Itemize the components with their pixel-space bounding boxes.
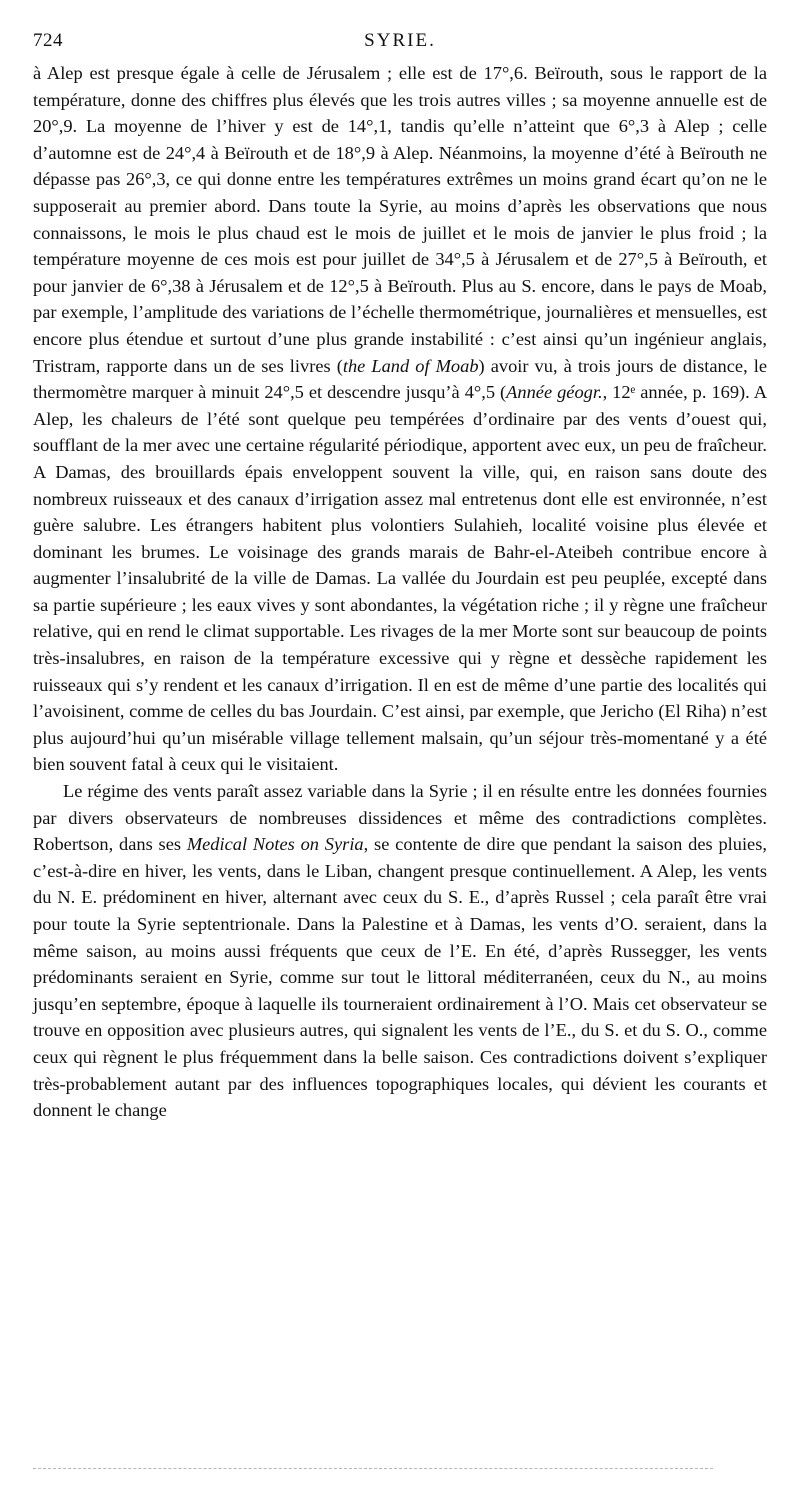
text-segment: à Alep est presque égale à celle de Jérusalem ; elle est de 17°,6. Beïrouth, sous le rapport de la température, donne des chiffres plus élevés que les trois autres villes ; sa moyenne annuelle est de 20°,9. La moyenne de l’hiver y est de 14°,1, tandis qu’elle n’atteint que 6°,3 à Alep ; celle d’automne est de 24°,4 à Beïrouth et de 18°,9 à Alep. Néanmoins, la moyenne d’été à Beïrouth ne dépasse pas 26°,3, ce qui donne entre les températures extrêmes un moins grand écart qu’on ne le supposerait au premier abord. Dans toute la Syrie, au moins d’après les observations que nous connaissons, le mois le plus chaud est le mois de juillet et le mois de janvier le plus froid ; la température moyenne de ces mois est pour juillet de 34°,5 à Jérusalem et de 27°,5 à Beïrouth, et pour janvier de 6°,38 à Jérusalem et de 12°,5 à Beïrouth. Plus au S. encore, dans le pays de Moab, par exemple, l’amplitude des variations de l’échelle thermométrique, journalières et mensuelles, est encore plus étendue et surtout d’une plus grande instabilité : c’est ainsi qu’un ingénieur anglais, Tristram, rapporte dans un de ses livres ( (33, 63, 767, 376)
book-title-medical-notes: Medical Notes on Syria (186, 834, 364, 855)
text-segment: ) avoir vu, à trois jours de distance, le thermomètre marquer à minuit 24°,5 et descendre jusqu’à 4°,5 ( (33, 355, 767, 403)
book-title-land-of-moab: the Land of Moab (342, 355, 479, 376)
text-segment: Le régime des vents paraît assez variable dans la Syrie ; il en résulte entre les données fournies par divers observateurs de nombreuses dissidences et même des contradictions complètes. Robertson, dans ses (33, 781, 767, 855)
text-segment: , se contente de dire que pendant la saison des pluies, c’est-à-dire en hiver, les vents, dans le Liban, changent presque continuellement. A Alep, les vents du N. E. prédominent en hiver, alternant avec ceux du S. E., d’après Russel ; cela paraît être vrai pour toute la Syrie septentrionale. Dans la Palestine et à Damas, les vents d’O. seraient, dans la même saison, au moins aussi fréquents que ceux de l’E. En été, d’après Russegger, les vents prédominants seraient en Syrie, comme sur tout le littoral méditerranéen, ceux du N., au moins jusqu’en septembre, époque à laquelle ils tourneraient ordinairement à l’O. Mais cet observateur se trouve en opposition avec plusieurs autres, qui signalent les vents de l’E., du S. et du S. O., comme ceux qui règnent le plus fréquemment dans la belle saison. Ces contradictions doivent s’expliquer très-probablement autant par des influences topographiques locales, qui dévient les courants et donnent le change (33, 834, 767, 1121)
running-title: SYRIE. (364, 30, 436, 51)
body-text (33, 60, 767, 1124)
page-header (33, 30, 767, 60)
citation-annee-geogr: Année géogr. (506, 382, 603, 403)
footer-divider (33, 1468, 713, 1469)
paragraph-climate-temperatures (33, 60, 767, 778)
page-number: 724 (33, 30, 63, 51)
paragraph-wind-regime (33, 778, 767, 1124)
text-segment: , 12ᵉ année, p. 169). A Alep, les chaleurs de l’été sont quelque peu tempérées d’ordinaire par des vents d’ouest qui, soufflant de la mer avec une certaine régularité périodique, apportent avec eux, un peu de fraîcheur. A Damas, des brouillards épais enveloppent souvent la ville, qui, en raison sans doute des nombreux ruisseaux et des canaux d’irrigation assez mal entretenus dont elle est environnée, n’est guère salubre. Les étrangers habitent plus volontiers Sulahieh, localité voisine plus élevée et dominant les brumes. Le voisinage des grands marais de Bahr-el-Ateibeh contribue encore à augmenter l’insalubrité de la ville de Damas. La vallée du Jourdain est peu peuplée, excepté dans sa partie supérieure ; les eaux vives y sont abondantes, la végétation riche ; il y règne une fraîcheur relative, qui en rend le climat supportable. Les rivages de la mer Morte sont sur beaucoup de points très-insalubres, en raison de la température excessive qui y règne et dessèche rapidement les ruisseaux qui s’y rendent et les canaux d’irrigation. Il en est de même d’une partie des localités qui l’avoisinent, comme de celles du bas Jourdain. C’est ainsi, par exemple, que Jericho (El Riha) n’est plus aujourd’hui qu’un misérable village tellement malsain, qu’un séjour très-momentané y a été bien souvent fatal à ceux qui le visitaient. (33, 382, 767, 775)
book-page (33, 30, 767, 1124)
